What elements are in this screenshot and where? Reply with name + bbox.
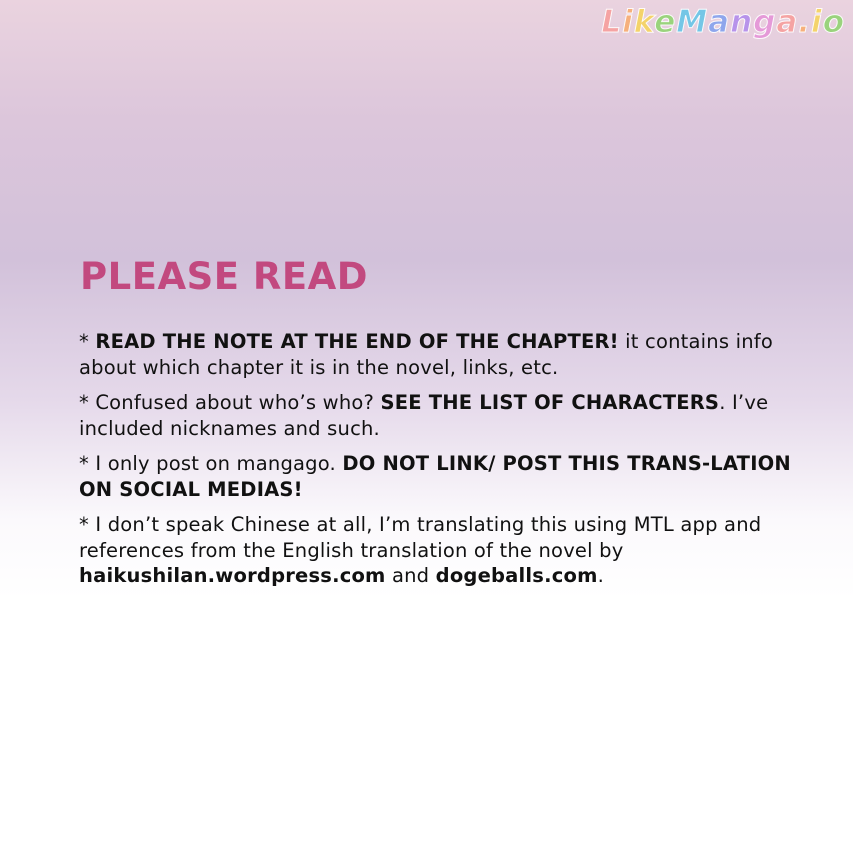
note-item	[79, 512, 791, 589]
site-watermark-logo: LikeManga.io	[601, 4, 845, 40]
notes-list	[79, 329, 791, 599]
note-item	[79, 390, 791, 441]
note-text: it contains info about which chapter it is in the novel, links, etc.	[79, 330, 773, 379]
note-item	[79, 329, 791, 380]
note-text: .	[597, 564, 604, 587]
note-emphasis: haikushilan.wordpress.com	[79, 564, 386, 587]
note-text: . I’ve included nicknames and such.	[79, 391, 769, 440]
page-title: PLEASE READ	[80, 255, 369, 298]
note-emphasis: dogeballs.com	[435, 564, 598, 587]
note-item	[79, 451, 791, 502]
note-emphasis: SEE THE LIST OF CHARACTERS	[380, 391, 720, 414]
note-emphasis: DO NOT LINK/ POST THIS TRANS-LATION ON SOCIAL MEDIAS!	[79, 452, 791, 501]
note-text: and	[385, 564, 436, 587]
note-emphasis: READ THE NOTE AT THE END OF THE CHAPTER!	[95, 330, 619, 353]
note-text: * I don’t speak Chinese at all, I’m translating this using MTL app and references from the English translation of the novel by	[79, 513, 762, 562]
note-text: * I only post on mangago.	[79, 452, 343, 475]
note-text: * Confused about who’s who?	[79, 391, 381, 414]
note-text: *	[79, 330, 96, 353]
